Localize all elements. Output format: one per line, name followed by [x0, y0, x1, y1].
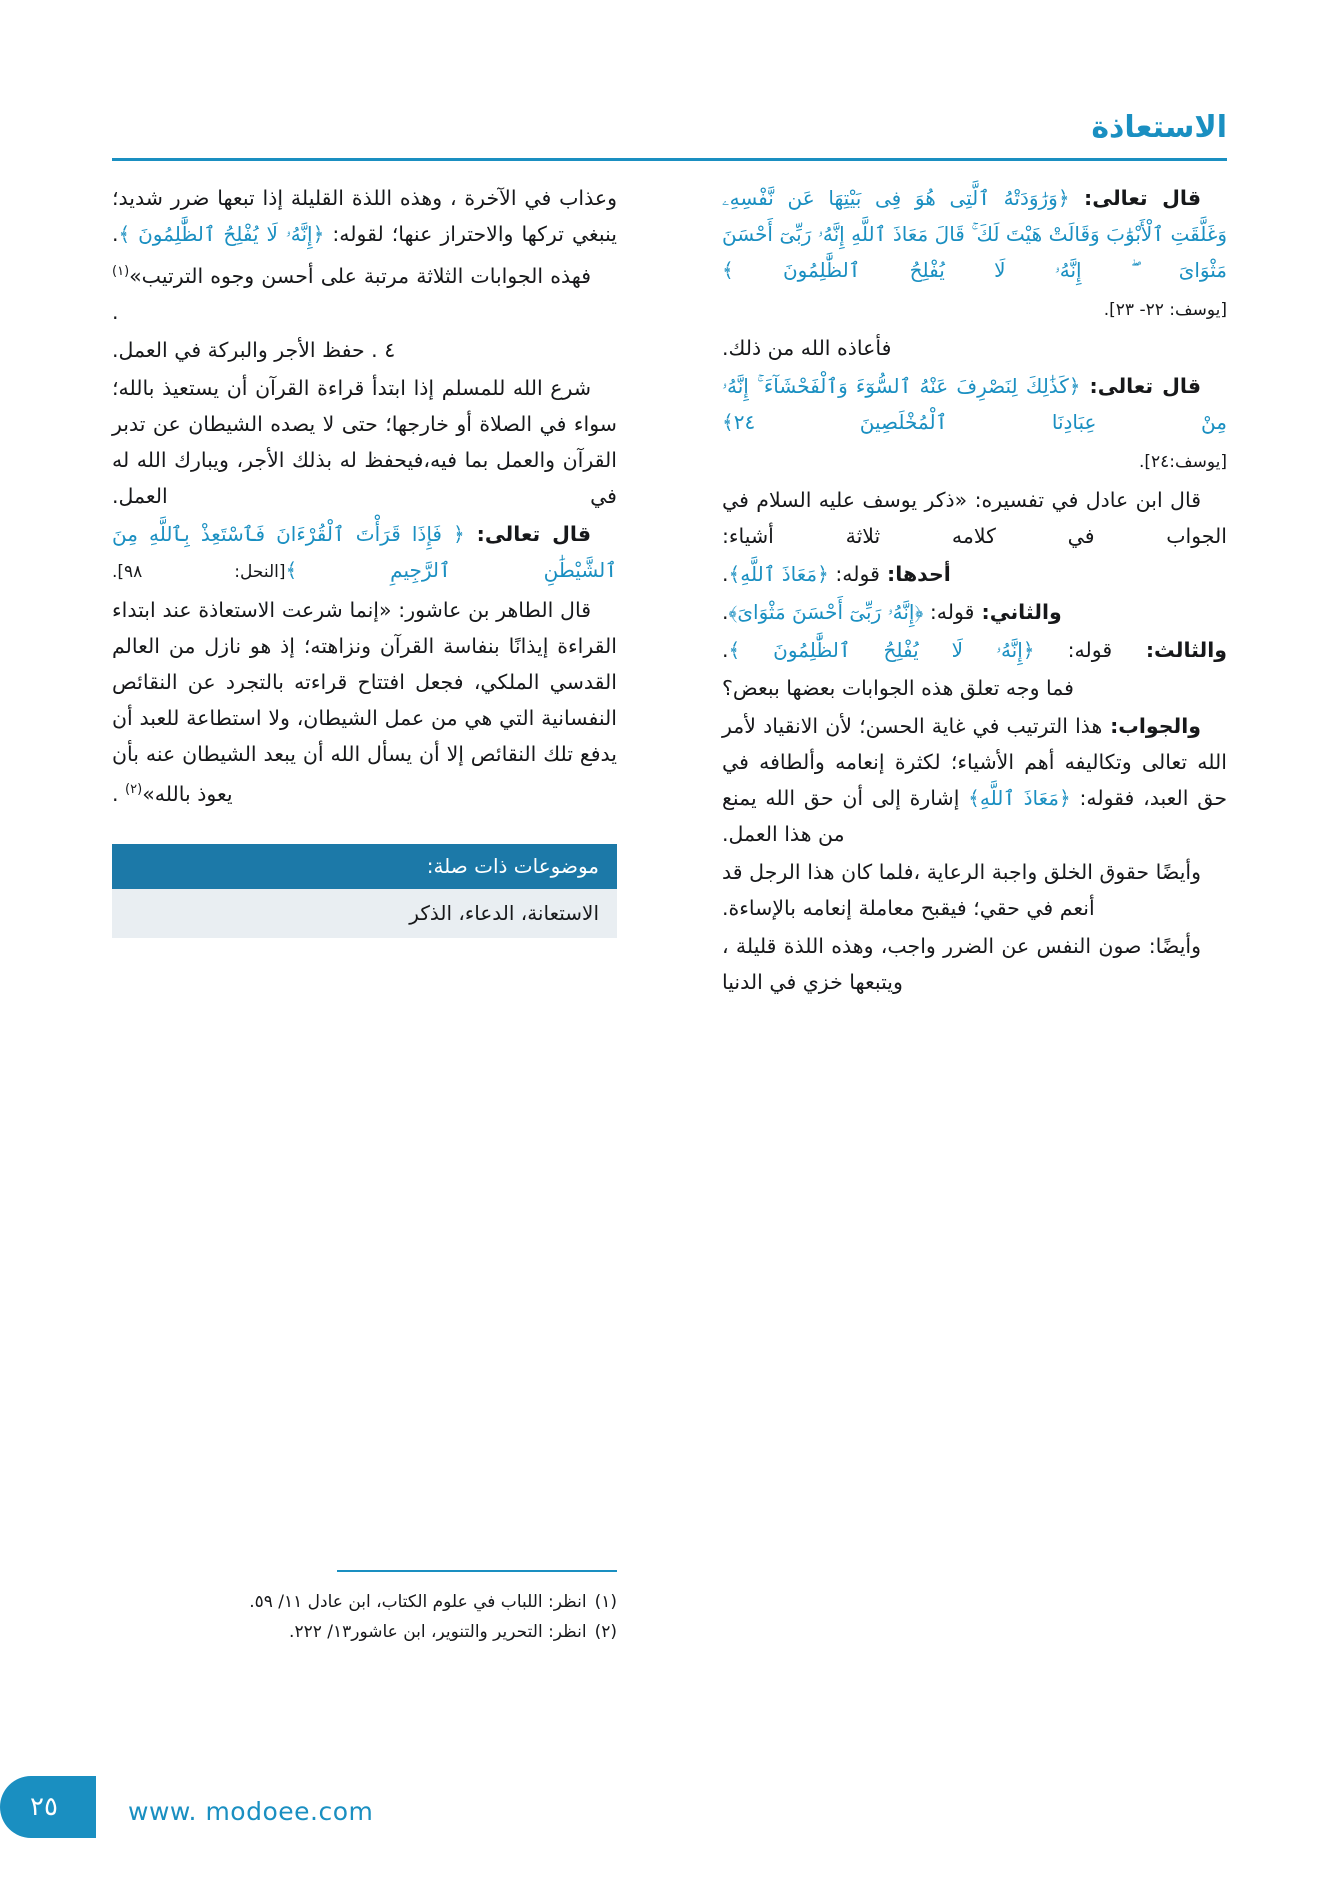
footnote-marker: (٢)	[125, 781, 143, 797]
paragraph-label: قال تعالى:	[464, 521, 591, 546]
footnote-number: (٢)	[594, 1622, 617, 1642]
paragraph-text: قال ابن عادل في تفسيره: «ذكر يوسف عليه السلام في الجواب في كلامه ثلاثة أشياء:	[722, 488, 1227, 548]
paragraph	[722, 482, 1227, 554]
paragraph	[112, 180, 617, 252]
column-right	[722, 180, 1227, 1002]
footnote-number: (١)	[594, 1592, 617, 1612]
verse-reference: [النحل: ٩٨].	[112, 561, 286, 582]
paragraph-lead: قال تعالى:	[1069, 186, 1201, 210]
paragraph	[722, 594, 1227, 630]
paragraph	[722, 330, 1227, 366]
paragraph-lead: قال تعالى:	[1080, 374, 1201, 398]
paragraph-text: قوله:	[828, 562, 880, 586]
related-topics-box	[112, 844, 617, 938]
paragraph-text: هذا الترتيب في غاية الحسن؛ لأن الانقياد لأمر الله تعالى وتكاليفه أهم الأشياء؛ لكثرة إنعامه وألطافه في حق العبد، فقوله:	[722, 714, 1228, 810]
quran-verse: ﴿مَعَاذَ ٱللَّهِ﴾	[728, 562, 829, 586]
paragraph-tail: .	[112, 781, 126, 806]
paragraph-text: قوله:	[1034, 638, 1113, 662]
paragraph	[722, 556, 1227, 592]
paragraph-text: وأيضًا: صون النفس عن الضرر واجب، وهذه اللذة قليلة ، ويتبعها خزي في الدنيا	[722, 934, 1201, 994]
related-topics-heading: موضوعات ذات صلة:	[112, 844, 617, 889]
page-title: الاستعاذة	[1091, 110, 1227, 145]
paragraph	[112, 516, 617, 590]
paragraph	[722, 180, 1227, 288]
paragraph-text: وأيضًا حقوق الخلق واجبة الرعاية ،فلما كان هذا الرجل قد أنعم في حقي؛ فيقبح معاملة إنعامه بالإساءة.	[722, 860, 1201, 920]
paragraph-tail: .	[722, 600, 729, 624]
paragraph	[722, 928, 1227, 1000]
page-footer	[0, 1770, 1339, 1890]
paragraph-text: قال الطاهر بن عاشور: «إنما شرعت الاستعاذة عند ابتداء القراءة إيذانًا بنفاسة القرآن ونزاهته؛ إذ هو نازل من العالم القدسي الملكي، فجعل افتتاح قراءته بالتجرد عن النقائص النفسانية التي هي من عمل الشيطان، ولا استطاعة للعبد أن يدفع تلك النقائص إلا أن يسأل الله أن يبعد الشيطان عنه بأن يعوذ بالله»	[112, 597, 617, 806]
quran-verse: ﴿وَرَٰوَدَتْهُ ٱلَّتِى هُوَ فِى بَيْتِهَا عَن نَّفْسِهِۦ وَغَلَّقَتِ ٱلْأَبْوَٰبَ وَقَالَتْ هَيْتَ لَكَ ۚ قَالَ مَعَاذَ ٱللَّهِ إِنَّهُۥ رَبِّىٓ أَحْسَنَ مَثْوَاىَ ۖ إِنَّهُۥ لَا يُفْلِحُ ٱلظَّٰلِمُونَ ﴾	[722, 186, 1227, 282]
paragraph	[112, 592, 617, 812]
paragraph	[112, 254, 617, 330]
paragraph	[722, 632, 1227, 668]
page-header	[112, 108, 1227, 166]
related-topics-items[interactable]: الاستعانة، الدعاء، الذكر	[112, 889, 617, 938]
footnote-text: انظر: التحرير والتنوير، ابن عاشور١٣/ ٢٢٢.	[289, 1622, 587, 1642]
footnote-item	[112, 1588, 617, 1616]
quran-verse: ﴿كَذَٰلِكَ لِنَصْرِفَ عَنْهُ ٱلسُّوٓءَ وَٱلْفَحْشَآءَ ۚ إِنَّهُۥ مِنْ عِبَادِنَا ٱلْمُخْلَصِينَ ٢٤﴾	[722, 374, 1227, 434]
paragraph-text: فما وجه تعلق هذه الجوابات بعضها ببعض؟	[722, 676, 1074, 700]
footnote-item	[112, 1618, 617, 1646]
verse-reference-line	[722, 290, 1227, 328]
footnote-text: انظر: اللباب في علوم الكتاب، ابن عادل ١١/ ٥٩.	[249, 1592, 587, 1612]
body-columns	[112, 180, 1227, 1490]
footnote-list	[112, 1582, 617, 1646]
paragraph-label: والثالث:	[1112, 638, 1227, 662]
quran-verse: ﴿ فَإِذَا قَرَأْتَ ٱلْقُرْءَانَ فَٱسْتَعِذْ بِٱللَّهِ مِنَ ٱلشَّيْطَٰنِ ٱلرَّجِيمِ ﴾	[112, 521, 617, 582]
verse-reference: [يوسف:٢٤].	[1138, 452, 1227, 472]
paragraph	[722, 708, 1227, 852]
paragraph-text: شرع الله للمسلم إذا ابتدأ قراءة القرآن أن يستعيذ بالله؛ سواء في الصلاة أو خارجها؛ حتى لا يصده الشيطان عن تدبر القرآن والعمل بما فيه،فيحفظ له بذلك الأجر، ويبارك الله له في العمل.	[112, 375, 617, 508]
footnote-divider	[337, 1570, 617, 1572]
paragraph	[722, 670, 1227, 706]
footnote-marker: (١)	[112, 264, 130, 279]
header-divider	[112, 158, 1227, 161]
paragraph-text: قوله:	[923, 600, 975, 624]
paragraph-tail: .	[722, 638, 729, 662]
paragraph-label: والجواب:	[1102, 714, 1201, 738]
paragraph-text: وعذاب في الآخرة ، وهذه اللذة القليلة إذا تبعها ضرر شديد؛ ينبغي تركها والاحتراز عنها؛ لقوله:	[112, 186, 618, 246]
quran-verse: ﴿إِنَّهُۥ لَا يُفْلِحُ ٱلظَّٰلِمُونَ ﴾	[728, 638, 1035, 662]
website-url[interactable]: www. modoee.com	[128, 1797, 374, 1826]
paragraph-tail: .	[112, 299, 119, 324]
quran-verse: ﴿إِنَّهُۥ رَبِّىٓ أَحْسَنَ مَثْوَاىَ﴾	[728, 600, 924, 624]
quran-verse: ﴿مَعَاذَ ٱللَّهِ﴾	[968, 786, 1071, 810]
paragraph-label: أحدها:	[879, 562, 951, 586]
paragraph-tail: .	[722, 562, 729, 586]
verse-reference-line	[722, 442, 1227, 480]
page-number-badge: ٢٥	[0, 1776, 96, 1838]
paragraph-text: فأعاذه الله من ذلك.	[722, 336, 892, 360]
paragraph-text: فهذه الجوابات الثلاثة مرتبة على أحسن وجوه الترتيب»	[129, 263, 591, 288]
paragraph	[112, 370, 617, 514]
paragraph-tail: .	[112, 222, 119, 246]
verse-reference: [يوسف: ٢٢- ٢٣].	[1103, 300, 1227, 320]
quran-verse: ﴿إِنَّهُۥ لَا يُفْلِحُ ٱلظَّٰلِمُونَ ﴾	[118, 222, 325, 246]
paragraph	[112, 332, 617, 368]
footnotes-block	[112, 1570, 617, 1648]
column-left	[112, 180, 618, 925]
paragraph	[722, 854, 1227, 926]
paragraph-text: ٤ . حفظ الأجر والبركة في العمل.	[112, 337, 396, 362]
paragraph-label: والثاني:	[974, 600, 1062, 624]
paragraph	[722, 368, 1227, 440]
paragraph-tail: إشارة إلى أن حق الله يمنع من هذا العمل.	[722, 786, 969, 846]
